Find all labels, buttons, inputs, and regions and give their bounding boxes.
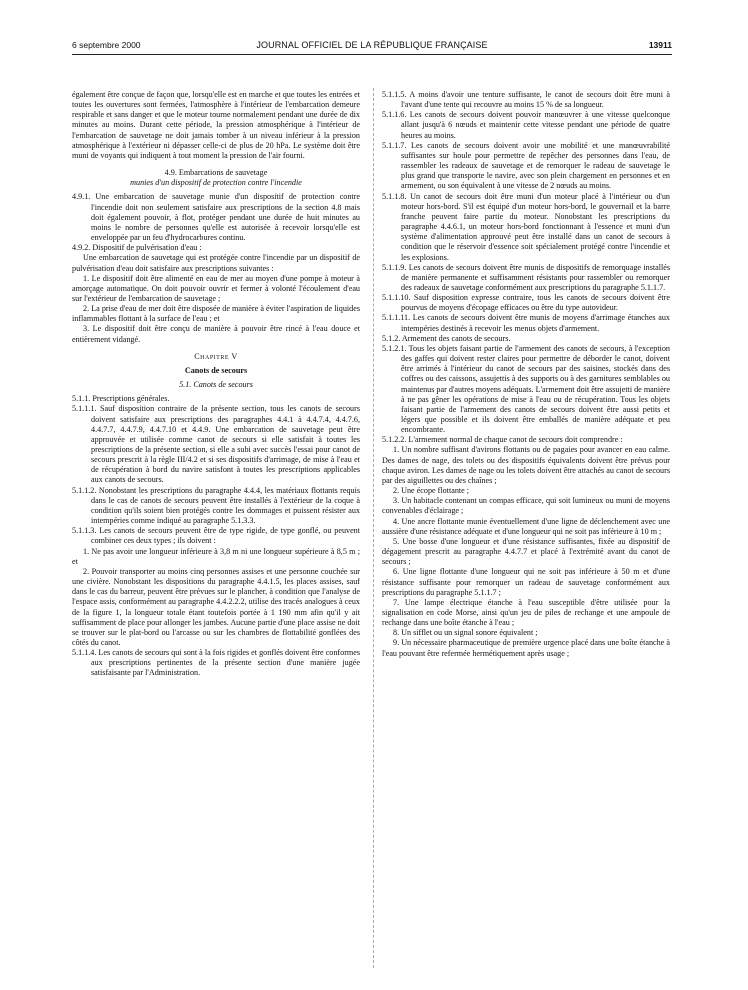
- paragraph-5-1-1-8: 5.1.1.8. Un canot de secours doit être muni d'un moteur placé à l'intérieur ou d'un moteur hors-bord. S'il est équipé d'un moteur hors-bord, le gouvernail et la barre franche peuvent faire partie du moteur. Nonobstant les prescriptions du paragraphe 4.4.6.1, un moteur hors-bord fonctionnant à l'essence et muni d'un système d'alimentation approuvé peut être installé dans un canot de secours à condition que le réservoir d'essence soit spécialement protégé contre l'incendie et les explosions.: [382, 191, 670, 262]
- list-item: 8. Un sifflet ou un signal sonore équivalent ;: [393, 628, 538, 638]
- paragraph-5-1-2-1: 5.1.2.1. Tous les objets faisant partie de l'armement des canots de secours, à l'exception des gaffes qui doivent rester claires pour permettre de déborder le canot, doivent être arrimés à l'intérieur du canot de secours par des saisines, stockés dans des coffres ou des caissons, assujettis à des supports ou à des garnitures semblables ou maintenus par d'autres moyens adéquats. L'armement doit être assujetti de manière à ne pas gêner les opérations de mise à l'eau ou de récupération. Tous les objets faisant partie de l'armement des canots de secours doivent être aussi petits et légers que possible et ils doivent être emballés de manière adéquate et peu encombrante.: [382, 343, 670, 435]
- list-item: 9. Un nécessaire pharmaceutique de première urgence placé dans une boîte étanche à l'eau pouvant être refermée hermétiquement après usage ;: [382, 638, 670, 658]
- paragraph-5-1-1-9: 5.1.1.9. Les canots de secours doivent être munis de dispositifs de remorquage installés de manière permanente et suffisamment résistants pour rassembler ou remorquer des radeaux de sauvetage conformément aux prescriptions du paragraphe 5.1.1.7.: [382, 262, 670, 292]
- section-heading-4-9-subtitle: munies d'un dispositif de protection contre l'incendie: [130, 178, 302, 188]
- list-item: 4. Une ancre flottante munie éventuellement d'une ligne de déclenchement avec une aussière d'une résistance adéquate et d'une longueur qui ne soit pas inférieure à 10 m ;: [382, 516, 670, 536]
- list-item: 5. Une bosse d'une longueur et d'une résistance suffisantes, fixée au dispositif de dégagement prescrit au paragraphe 4.4.7.7 et placé à l'extrémité avant du canot de secours ;: [382, 536, 670, 567]
- column-divider: [373, 88, 374, 968]
- paragraph-5-1-1-11: 5.1.1.11. Les canots de secours doivent être munis de moyens d'arrimage étanches aux intempéries destinés à recevoir les menus objets d'armement.: [382, 313, 670, 333]
- list-item: 2. Une écope flottante ;: [393, 486, 470, 496]
- header-page-number: 13911: [648, 40, 672, 50]
- paragraph: également être conçue de façon que, lorsqu'elle est en marche et que toutes les entrées et toutes les ouvertures sont fermées, l'atmosphère à l'intérieur de l'embarcation demeure respirable et sans danger et que le moteur tourne normalement pendant une durée de dix minutes au moins. Durant cette période, la pression atmosphérique à l'intérieur de l'embarcation de sauvetage ne doit jamais tomber à un niveau inférieur à la pression atmosphérique à l'extérieur ni dépasser celle-ci de plus de 20 hPa. Le système doit être muni de voyants qui indiquent à tout moment la pression de l'air fourni.: [72, 90, 360, 160]
- paragraph-4-9-2: 4.9.2. Dispositif de pulvérisation d'eau :: [72, 243, 202, 253]
- paragraph-5-1-1-4: 5.1.1.4. Les canots de secours qui sont à la fois rigides et gonflés doivent être conformes aux prescriptions pertinentes de la présente section d'une manière jugée satisfaisante par l'Administration.: [72, 648, 360, 678]
- header-rule: [72, 54, 672, 55]
- paragraph-5-1-2-2: 5.1.2.2. L'armement normal de chaque canot de secours doit comprendre :: [382, 435, 623, 445]
- left-column: [72, 90, 360, 679]
- list-item: 1. Un nombre suffisant d'avirons flottants ou de pagaies pour avancer en eau calme. Des dames de nage, des tolets ou des dispositifs équivalents doivent être prévus pour chaque aviron. Les dames de nage ou les tolets doivent être attachés au canot de secours par des aiguillettes ou des chaînes ;: [382, 445, 670, 485]
- paragraph-5-1-1-1: 5.1.1.1. Sauf disposition contraire de la présente section, tous les canots de secours doivent satisfaire aux prescriptions des paragraphes 4.4.1 à 4.4.7.4, 4.4.7.6, 4.4.7.7, 4.4.7.9, 4.4.7.10 et 4.4.9. Une embarcation de sauvetage peut être approuvée et utilisée comme canot de secours si elle satisfait à toutes les prescriptions de la présente section, si elle a subi avec succès l'essai pour canot de secours prescrit à la règle III/4.2 et si ses dispositifs d'arrimage, de mise à l'eau et de récupération à bord du navire satisfont à toutes les prescriptions applicables aux canots de secours.: [72, 404, 360, 485]
- list-item: 3. Le dispositif doit être conçu de manière à pouvoir être rincé à l'eau douce et entièrement vidangé.: [72, 324, 360, 344]
- chapter-label: Chapitre V: [194, 351, 238, 361]
- paragraph-5-1-2: 5.1.2. Armement des canots de secours.: [382, 333, 511, 343]
- paragraph-5-1-1-5: 5.1.1.5. A moins d'avoir une tenture suffisante, le canot de secours doit être muni à l'avant d'une tente qui recouvre au moins 15 % de sa longueur.: [382, 90, 670, 110]
- paragraph-5-1-1-10: 5.1.1.10. Sauf disposition expresse contraire, tous les canots de secours doivent être pourvus de moyens d'écopage efficaces ou être du type autovideur.: [382, 293, 670, 313]
- right-column: [382, 90, 670, 659]
- page-header: [72, 40, 672, 54]
- list-item: 7. Une lampe électrique étanche à l'eau susceptible d'être utilisée pour la signalisation en code Morse, ainsi qu'un jeu de piles de rechange et une ampoule de rechange dans une boîte étanche à l'eau ;: [382, 597, 670, 628]
- list-item: 2. Pouvoir transporter au moins cinq personnes assises et une personne couchée sur une civière. Nonobstant les dispositions du paragraphe 4.4.1.5, les places assises, sauf dans le cas du barreur, peuvent être prévues sur le plancher, à condition que l'analyse de l'espace assis, conformément au paragraphe 4.4.2.2.2, utilise des tracés analogues à ceux de la figure 1, la longueur totale étant toutefois portée à 1 190 mm afin qu'il y ait suffisamment de place pour allonger les jambes. Aucune partie d'une place assise ne doit se trouver sur le plat-bord ou l'arcasse ou sur les chambres de flottabilité gonflées des côtés du canot.: [72, 566, 360, 647]
- paragraph-5-1-1-7: 5.1.1.7. Les canots de secours doivent avoir une mobilité et une manœuvrabilité suffisantes sur houle pour permettre de repêcher des personnes dans l'eau, de rassembler les radeaux de sauvetage et de remorquer le radeau de sauvetage le plus grand que transporte le navire, avec son plein chargement en personnes et en armement, ou son équivalent à une vitesse de 2 nœuds au moins.: [382, 140, 670, 191]
- list-item: 1. Le dispositif doit être alimenté en eau de mer au moyen d'une pompe à moteur à amorçage automatique. On doit pouvoir ouvrir et fermer à volonté l'écoulement d'eau sur l'extérieur de l'embarcation de sauvetage ;: [72, 273, 360, 303]
- header-title: JOURNAL OFFICIEL DE LA RÉPUBLIQUE FRANÇAISE: [256, 40, 488, 50]
- list-item: 1. Ne pas avoir une longueur inférieure à 3,8 m ni une longueur supérieure à 8,5 m ; et: [72, 546, 360, 566]
- section-heading-4-9: 4.9. Embarcations de sauvetage: [164, 168, 268, 178]
- paragraph-5-1-1-2: 5.1.1.2. Nonobstant les prescriptions du paragraphe 4.4.4, les matériaux flottants requis dans le cas de canots de secours peuvent être installés à l'extérieur de la coque à condition qu'ils soient bien protégés contre les dommages et puissent résister aux intempéries comme indiqué au paragraphe 5.1.3.3.: [72, 485, 360, 526]
- chapter-title: Canots de secours: [184, 365, 248, 375]
- list-item: 6. Une ligne flottante d'une longueur qui ne soit pas inférieure à 50 m et d'une résistance suffisante pour remorquer un radeau de sauvetage conformément aux prescriptions du paragraphe 5.1.1.7 ;: [382, 567, 670, 597]
- paragraph-5-1-1-6: 5.1.1.6. Les canots de secours doivent pouvoir manœuvrer à une vitesse quelconque allant jusqu'à 6 nœuds et maintenir cette vitesse pendant une période de quatre heures au moins.: [382, 110, 670, 140]
- section-heading-5-1: 5.1. Canots de secours: [179, 380, 253, 390]
- paragraph: Une embarcation de sauvetage qui est protégée contre l'incendie par un dispositif de pulvérisation d'eau doit satisfaire aux prescriptions suivantes :: [72, 253, 360, 273]
- list-item: 3. Un habitacle contenant un compas efficace, qui soit lumineux ou muni de moyens convenables d'éclairage ;: [382, 496, 670, 516]
- paragraph-5-1-1-3: 5.1.1.3. Les canots de secours peuvent être de type rigide, de type gonflé, ou peuvent combiner ces deux types ; ils doivent :: [72, 526, 360, 546]
- paragraph-5-1-1: 5.1.1. Prescriptions générales.: [72, 394, 170, 404]
- paragraph-4-9-1: 4.9.1. Une embarcation de sauvetage munie d'un dispositif de protection contre l'incendie doit non seulement satisfaire aux prescriptions de la section 4.8 mais doit également pouvoir, à flot, protéger pendant une durée de huit minutes au moins le nombre de personnes qu'elle est autorisée à recevoir lorsqu'elle est enveloppée par un feu d'hydrocarbures continu.: [72, 192, 360, 243]
- header-date: 6 septembre 2000: [72, 40, 141, 50]
- list-item: 2. La prise d'eau de mer doit être disposée de manière à éviter l'aspiration de liquides inflammables flottant à la surface de l'eau ; et: [72, 304, 360, 324]
